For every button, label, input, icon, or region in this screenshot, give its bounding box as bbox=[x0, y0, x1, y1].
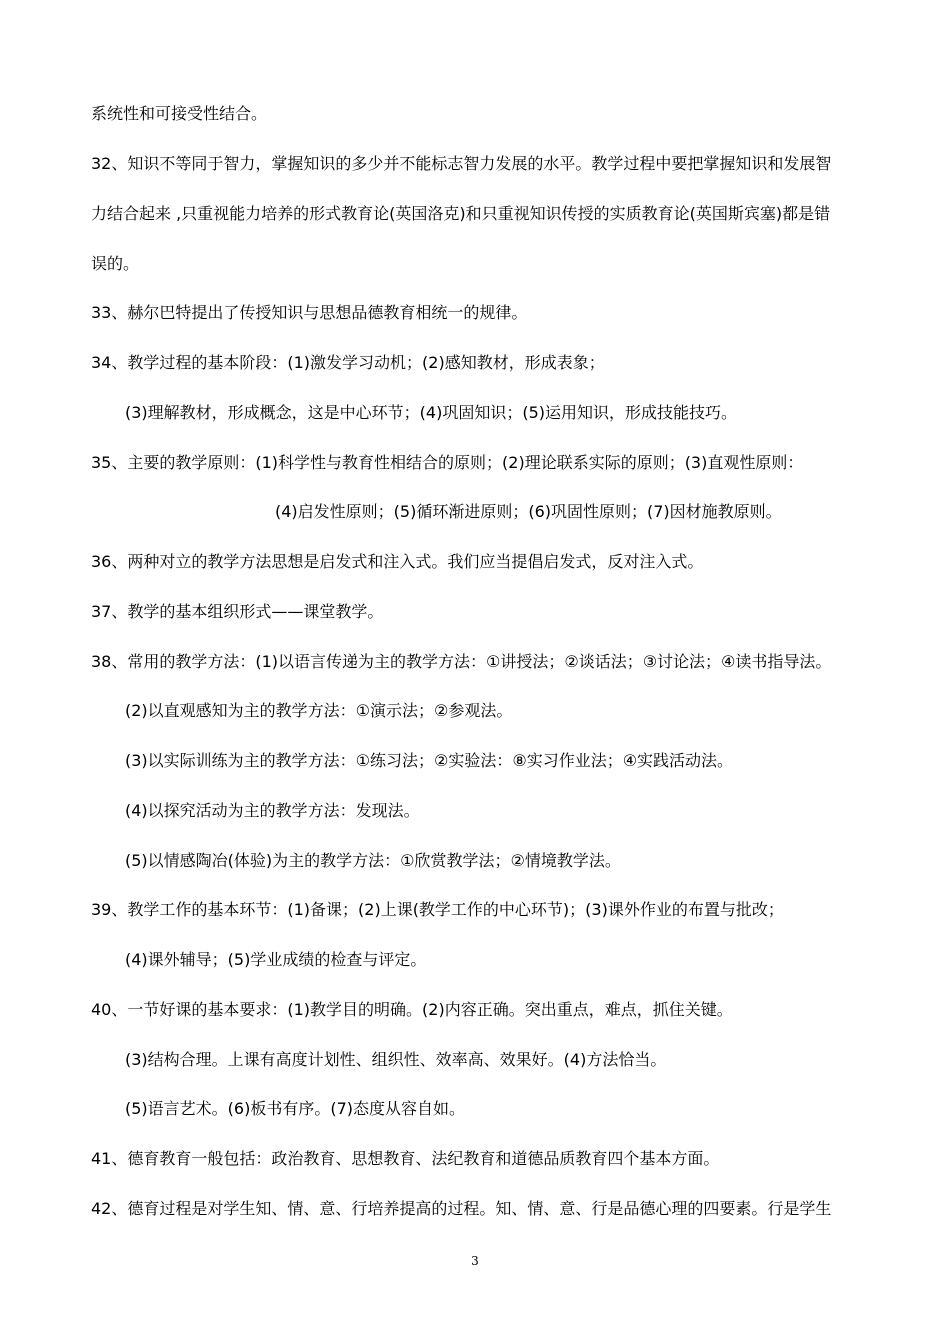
text-line: (5)以情感陶冶(体验)为主的教学方法：①欣赏教学法；②情境教学法。 bbox=[125, 851, 621, 870]
text-line: (5)语言艺术。(6)板书有序。(7)态度从容自如。 bbox=[125, 1099, 465, 1118]
text-line: (2)以直观感知为主的教学方法：①演示法；②参观法。 bbox=[125, 701, 513, 720]
text-line: 35、主要的教学原则：(1)科学性与教育性相结合的原则；(2)理论联系实际的原则；(3)直观性原则： bbox=[91, 453, 804, 472]
text-line: 37、教学的基本组织形式——课堂教学。 bbox=[91, 602, 384, 621]
text-line: 34、教学过程的基本阶段：(1)激发学习动机；(2)感知教材，形成表象； bbox=[91, 353, 605, 372]
text-line: (4)课外辅导；(5)学业成绩的检查与评定。 bbox=[125, 950, 427, 969]
text-line: (3)结构合理。上课有高度计划性、组织性、效率高、效果好。(4)方法恰当。 bbox=[125, 1050, 667, 1069]
text-line: 38、常用的教学方法：(1)以语言传递为主的教学方法：①讲授法；②谈话法；③讨论法；④读书指导法。 bbox=[91, 652, 832, 671]
text-line: 42、德育过程是对学生知、情、意、行培养提高的过程。知、情、意、行是品德心理的四要素。行是学生 bbox=[91, 1199, 832, 1218]
text-line: 力结合起来 ,只重视能力培养的形式教育论(英国洛克)和只重视知识传授的实质教育论(英国斯宾塞)都是错 bbox=[91, 204, 831, 223]
text-line: 39、教学工作的基本环节：(1)备课；(2)上课(教学工作的中心环节)；(3)课外作业的布置与批改； bbox=[91, 900, 784, 919]
text-line: (4)以探究活动为主的教学方法：发现法。 bbox=[125, 801, 420, 820]
text-line: 32、知识不等同于智力，掌握知识的多少并不能标志智力发展的水平。教学过程中要把掌握知识和发展智 bbox=[91, 154, 832, 173]
text-line: (3)理解教材，形成概念，这是中心环节；(4)巩固知识；(5)运用知识，形成技能技巧。 bbox=[125, 403, 737, 422]
text-line: 误的。 bbox=[91, 254, 140, 273]
text-line: 系统性和可接受性结合。 bbox=[91, 104, 268, 123]
text-line: 40、一节好课的基本要求：(1)教学目的明确。(2)内容正确。突出重点，难点，抓住关键。 bbox=[91, 1000, 733, 1019]
text-line: (4)启发性原则；(5)循环渐进原则；(6)巩固性原则；(7)因材施教原则。 bbox=[275, 502, 782, 521]
text-line: 33、赫尔巴特提出了传授知识与思想品德教育相统一的规律。 bbox=[91, 303, 528, 322]
text-line: 36、两种对立的教学方法思想是启发式和注入式。我们应当提倡启发式，反对注入式。 bbox=[91, 552, 704, 571]
page-number: 3 bbox=[471, 1254, 479, 1268]
text-line: (3)以实际训练为主的教学方法：①练习法；②实验法：⑧实习作业法；④实践活动法。 bbox=[125, 751, 734, 770]
text-line: 41、德育教育一般包括：政治教育、思想教育、法纪教育和道德品质教育四个基本方面。 bbox=[91, 1149, 720, 1168]
